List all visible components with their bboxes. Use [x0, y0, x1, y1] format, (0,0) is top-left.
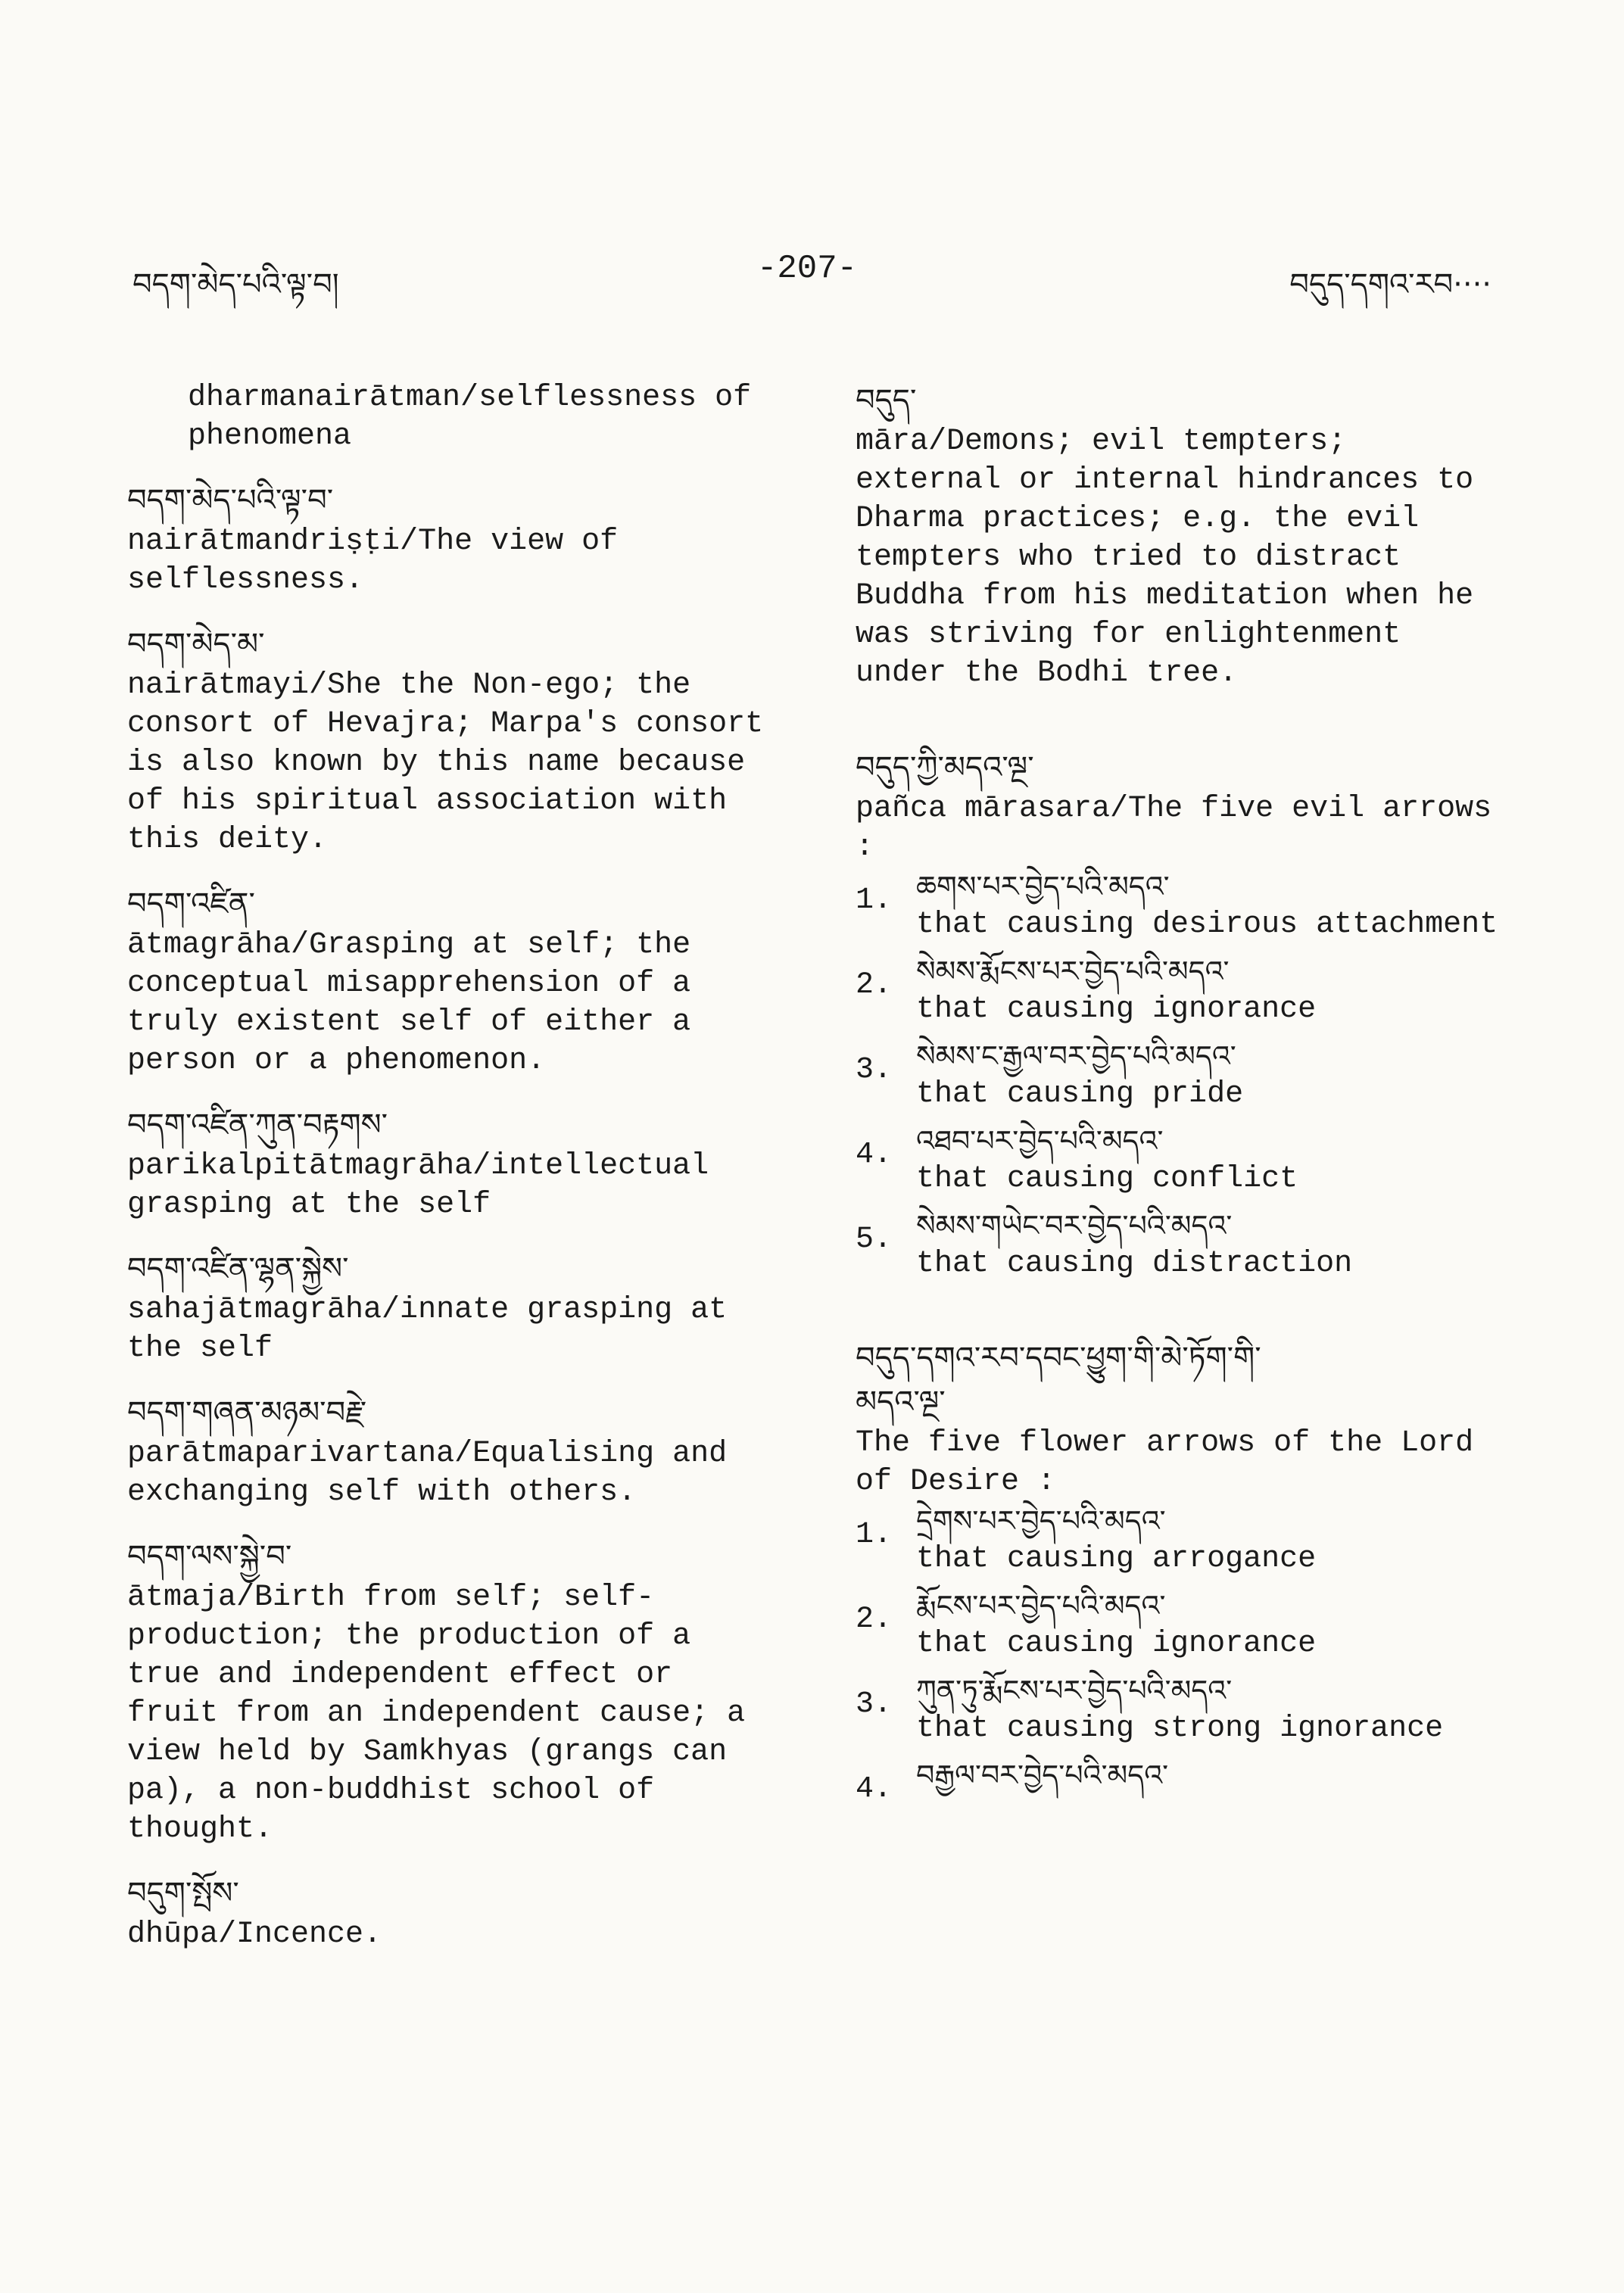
entry-definition: ātmaja/Birth from self; self-production; the production of a true and independent effect or fruit from an independent cause; a view held by Samkhyas (grangs can pa), a non-buddhist school of thought.: [127, 1581, 746, 1846]
dictionary-entry: [856, 379, 1507, 693]
list-item-english: that causing ignorance: [916, 1627, 1317, 1661]
list-number: 4.: [856, 1138, 893, 1172]
dictionary-entry: [127, 1103, 778, 1224]
tibetan-headword: བདུད་: [856, 383, 917, 418]
continued-entry: [127, 379, 778, 456]
list-item-tibetan: སེམས་ང་རྒྱལ་བར་བྱེད་པའི་མདའ་: [916, 1039, 1236, 1073]
list-item-tibetan: སེམས་གཡེང་བར་བྱེད་པའི་མདའ་: [916, 1209, 1233, 1242]
numbered-list: [856, 1501, 1507, 1806]
entry-definition: dhūpa/Incence.: [127, 1918, 382, 1952]
tibetan-headword: བདག་འཛིན་: [127, 886, 255, 921]
header-left-term: བདག་མེད་པའི་ལྟ་བ།: [132, 267, 339, 302]
list-item-tibetan: ཆགས་པར་བྱེད་པའི་མདའ་: [916, 870, 1170, 903]
tibetan-headword: བདག་འཛིན་ཀུན་བརྟགས་: [127, 1108, 388, 1142]
dictionary-entry: [127, 882, 778, 1080]
right-column: [856, 379, 1507, 1818]
dictionary-entry: [127, 1871, 778, 1954]
list-item: [856, 952, 1507, 1029]
list-item-tibetan: རྨོངས་པར་བྱེད་པའི་མདའ་: [916, 1589, 1166, 1622]
list-item: [856, 1756, 1507, 1806]
spacer: [856, 715, 1507, 746]
page-header: [0, 250, 1624, 303]
list-item-english: that causing arrogance: [916, 1542, 1317, 1576]
list-item-tibetan: འཐབ་པར་བྱེད་པའི་མདའ་: [916, 1124, 1164, 1157]
list-number: 4.: [856, 1772, 893, 1806]
dictionary-entry: [127, 622, 778, 859]
list-item-tibetan: དྲེགས་པར་བྱེད་པའི་མདའ་: [916, 1504, 1166, 1537]
dictionary-entry: [127, 1247, 778, 1368]
list-item-english: that causing distraction: [916, 1247, 1353, 1281]
tibetan-headword: བདུད་ཀྱི་མདའ་ལྔ་: [856, 750, 1034, 785]
list-item-english: that causing conflict: [916, 1162, 1298, 1196]
entry-definition: parikalpitātmagrāha/intellectual grasping at the self: [127, 1149, 709, 1222]
tibetan-headword: བདུག་སྤོས་: [127, 1876, 239, 1911]
list-number: 5.: [856, 1223, 893, 1257]
list-item: [856, 1671, 1507, 1748]
tibetan-headword: བདག་འཛིན་ལྷན་སྐྱེས་: [127, 1251, 349, 1286]
tibetan-headword: བདག་མེད་པའི་ལྟ་བ་: [127, 483, 334, 518]
page-number: -207-: [757, 250, 858, 288]
entry-definition: nairātmandriṣṭi/The view of selflessness.: [127, 525, 619, 597]
list-number: 2.: [856, 968, 893, 1002]
list-number: 3.: [856, 1687, 893, 1721]
list-item-english: that causing strong ignorance: [916, 1712, 1444, 1746]
dictionary-entry: [856, 746, 1507, 1283]
list-item: [856, 1586, 1507, 1663]
entry-definition: dharmanairātman/selflessness of phenomena: [188, 381, 752, 453]
entry-definition: The five flower arrows of the Lord of Desire :: [856, 1426, 1474, 1499]
list-item: [856, 1206, 1507, 1283]
list-item: [856, 1501, 1507, 1578]
spacer: [856, 1306, 1507, 1336]
list-item-tibetan: སེམས་རྨོངས་པར་བྱེད་པའི་མདའ་: [916, 955, 1230, 988]
list-item-english: that causing ignorance: [916, 992, 1317, 1027]
entry-definition: pañca mārasara/The five evil arrows :: [856, 792, 1492, 865]
tibetan-headword: བདག་གཞན་མཉམ་བརྗེ་: [127, 1395, 367, 1430]
list-item-english: that causing desirous attachment: [916, 908, 1498, 942]
list-number: 2.: [856, 1603, 893, 1637]
dictionary-entry: [127, 1534, 778, 1849]
list-item-tibetan: ཀུན་ཏུ་རྨོངས་པར་བྱེད་པའི་མདའ་: [916, 1674, 1233, 1707]
list-number: 1.: [856, 1518, 893, 1552]
tibetan-headword: བདག་ལས་སྐྱེ་བ་: [127, 1539, 292, 1574]
entry-definition: parātmaparivartana/Equalising and exchanging self with others.: [127, 1437, 728, 1509]
list-item: [856, 867, 1507, 944]
dictionary-entry: [127, 478, 778, 600]
entry-definition: ātmagrāha/Grasping at self; the conceptual misapprehension of a truly existent self of either a person or a phenomenon.: [127, 928, 691, 1078]
tibetan-headword-continued: མདའ་ལྔ་: [856, 1385, 946, 1419]
list-number: 3.: [856, 1053, 893, 1087]
entry-definition: nairātmayi/She the Non-ego; the consort of Hevajra; Marpa's consort is also known by this name because of his spiritual association with this deity.: [127, 668, 764, 857]
list-item: [856, 1036, 1507, 1114]
list-number: 1.: [856, 883, 893, 918]
list-item-tibetan: བརྒྱལ་བར་བྱེད་པའི་མདའ་: [916, 1759, 1169, 1792]
numbered-list: [856, 867, 1507, 1283]
list-item: [856, 1121, 1507, 1198]
entry-definition: māra/Demons; evil tempters; external or internal hindrances to Dharma practices; e.g. the evil tempters who tried to distract Buddha from his meditation when he was striving for enlightenment under the Bodhi tree.: [856, 425, 1474, 690]
header-right-term: བདུད་དགའ་རབ····: [1289, 267, 1492, 302]
dictionary-entry: [127, 1391, 778, 1512]
list-item-english: that causing pride: [916, 1077, 1244, 1111]
tibetan-headword: བདུད་དགའ་རབ་དབང་ཕྱུག་གི་མེ་ཏོག་གི་: [856, 1341, 1261, 1375]
tibetan-headword: བདག་མེད་མ་: [127, 627, 265, 662]
dictionary-entry: [856, 1336, 1507, 1806]
left-column: [127, 379, 778, 1977]
entry-definition: sahajātmagrāha/innate grasping at the self: [127, 1293, 728, 1366]
